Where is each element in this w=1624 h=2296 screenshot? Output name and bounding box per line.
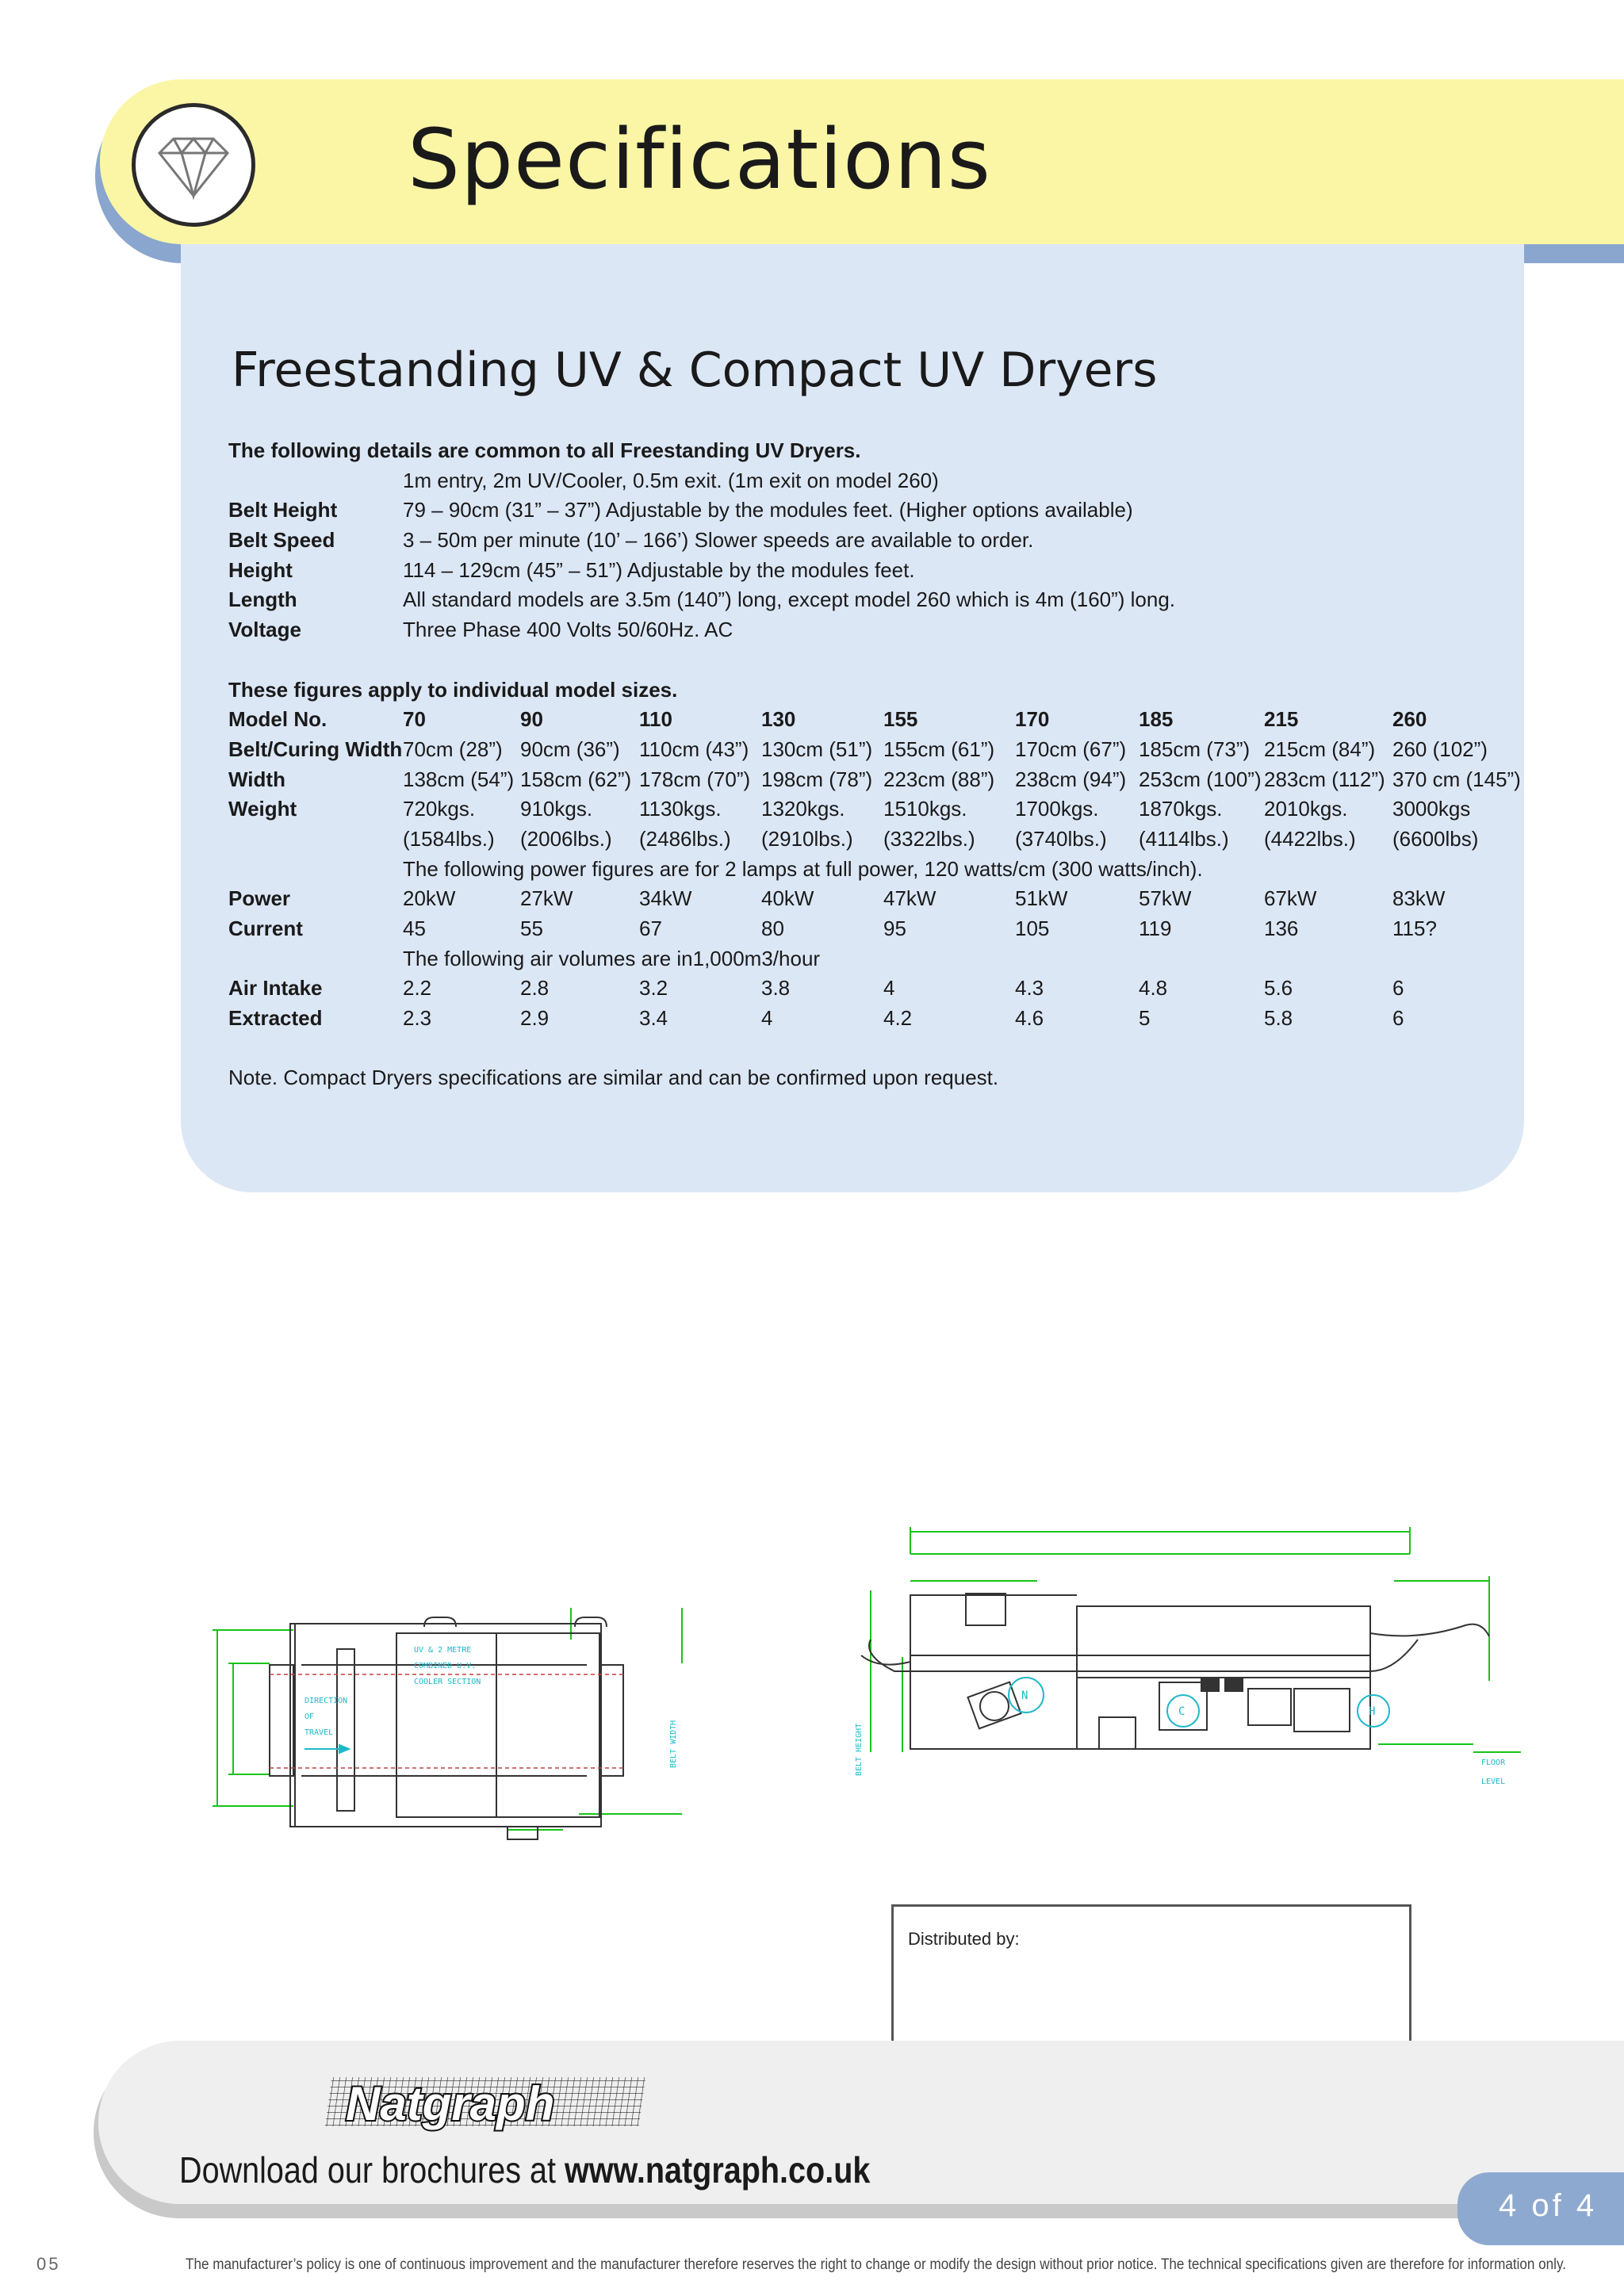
model-cell-weight-kg: 1870kgs. — [1139, 797, 1223, 821]
model-cell-width: 370 cm (145”) — [1392, 767, 1521, 791]
side-label-floor: FLOOR — [1481, 1758, 1506, 1767]
model-cell-power: 20kW — [403, 886, 456, 911]
model-cell-model-numbers: 170 — [1015, 707, 1050, 732]
model-cell-weight-lbs: (4422lbs.) — [1264, 826, 1356, 851]
model-cell-weight-kg: 910kgs. — [520, 797, 593, 821]
model-cell-extracted: 4.2 — [883, 1006, 913, 1031]
model-row-width: Width 138cm (54”) 158cm (62”) 178cm (70”) 198cm (78”) 223cm (88”) 238cm (94”) 253cm (100”) 283cm (112”) 370 cm (145”) — [228, 765, 998, 795]
model-cell-belt: 130cm (51”) — [761, 737, 873, 761]
model-cell-air: 4 — [883, 976, 895, 1001]
plan-view-drawing — [206, 1592, 714, 1854]
model-cell-model-numbers: 70 — [403, 707, 426, 732]
model-cell-current: 119 — [1139, 916, 1172, 940]
plan-label-cooler: COOLER SECTION — [414, 1678, 481, 1686]
model-cell-width: 283cm (112”) — [1264, 767, 1385, 791]
distributed-label: Distributed by: — [908, 1929, 1020, 1949]
model-cell-belt: 260 (102”) — [1392, 737, 1488, 761]
entry-note: 1m entry, 2m UV/Cooler, 0.5m exit. (1m exit on model 260) — [403, 468, 939, 492]
model-cell-belt: 70cm (28”) — [403, 737, 503, 761]
model-cell-air: 6 — [1392, 976, 1404, 1001]
spec-row-length: Length All standard models are 3.5m (140”) long, except model 260 which is 4m (160”) long. — [228, 587, 1176, 612]
model-cell-width: 138cm (54”) — [403, 767, 515, 791]
model-cell-current: 80 — [761, 916, 784, 940]
model-cell-current: 105 — [1015, 916, 1050, 940]
model-cell-model-numbers: 110 — [639, 707, 672, 732]
plan-label-direction: DIRECTION — [304, 1697, 348, 1705]
logo-badge — [132, 103, 255, 227]
side-label-n: N — [1021, 1689, 1028, 1702]
model-cell-current: 95 — [883, 916, 906, 940]
model-row-weight: Weight 720kgs. 910kgs. 1130kgs. 1320kgs. 1510kgs. 1700kgs. 1870kgs. 2010kgs. 3000kgs — [228, 794, 998, 825]
brochure-link[interactable]: www.natgraph.co.uk — [564, 2149, 871, 2191]
model-cell-extracted: 2.9 — [520, 1006, 550, 1031]
model-cell-weight-lbs: (2910lbs.) — [761, 826, 853, 851]
natgraph-logo — [322, 2068, 655, 2136]
model-row-weight-lbs — [228, 825, 1479, 855]
model-row-belt: Belt/Curing Width 70cm (28”) 90cm (36”) 110cm (43”) 130cm (51”) 155cm (61”) 170cm (67”) 185cm (73”) 215cm (84”) 260 (102”) — [228, 735, 998, 765]
model-cell-extracted: 4 — [761, 1006, 773, 1031]
model-cell-width: 178cm (70”) — [639, 767, 751, 791]
model-cell-width: 253cm (100”) — [1139, 767, 1262, 791]
model-cell-current: 55 — [520, 916, 543, 940]
model-cell-belt: 110cm (43”) — [639, 737, 749, 761]
model-cell-weight-kg: 2010kgs. — [1264, 797, 1348, 821]
model-cell-weight-kg: 720kgs. — [403, 797, 476, 821]
model-cell-power: 40kW — [761, 886, 814, 911]
power-note: The following power figures are for 2 lamps at full power, 120 watts/cm (300 watts/inch). — [403, 856, 1203, 881]
spec-row-belt-height: Belt Height 79 – 90cm (31” – 37”) Adjustable by the modules feet. (Higher options available) — [228, 498, 1133, 522]
models-intro: These figures apply to individual model sizes. — [228, 677, 678, 702]
model-cell-model-numbers: 260 — [1392, 707, 1427, 732]
model-cell-belt: 185cm (73”) — [1139, 737, 1251, 761]
plan-label-belt-width: BELT WIDTH — [669, 1720, 678, 1768]
model-cell-air: 3.2 — [639, 976, 668, 1001]
model-cell-current: 115? — [1392, 916, 1437, 940]
model-cell-air: 4.3 — [1015, 976, 1044, 1001]
model-cell-width: 158cm (62”) — [520, 767, 632, 791]
model-cell-current: 136 — [1264, 916, 1299, 940]
spec-text-block — [228, 436, 1521, 1093]
model-cell-belt: 215cm (84”) — [1264, 737, 1376, 761]
model-cell-power: 51kW — [1015, 886, 1068, 911]
model-row-header: Model No. 70 90 110 130 155 170 185 215 260 — [228, 705, 998, 735]
model-cell-extracted: 5.8 — [1264, 1006, 1293, 1031]
page-number: 05 — [36, 2254, 61, 2274]
model-cell-model-numbers: 215 — [1264, 707, 1299, 732]
air-note: The following air volumes are in1,000m3/hour — [403, 946, 821, 970]
model-cell-weight-lbs: (6600lbs) — [1392, 826, 1479, 851]
plan-label-travel: TRAVEL — [304, 1728, 334, 1737]
compact-note: Note. Compact Dryers specifications are similar and can be confirmed upon request. — [228, 1066, 999, 1090]
plan-label-of: OF — [304, 1712, 315, 1721]
model-cell-power: 57kW — [1139, 886, 1192, 911]
model-cell-power: 47kW — [883, 886, 936, 911]
model-cell-air: 4.8 — [1139, 976, 1168, 1001]
model-row-extracted: Extracted 2.3 2.9 3.4 4 4.2 4.6 5 5.8 6 — [228, 1004, 998, 1034]
page-title: Specifications — [408, 111, 991, 208]
model-cell-air: 2.2 — [403, 976, 432, 1001]
model-cell-weight-lbs: (1584lbs.) — [403, 826, 495, 851]
model-cell-weight-lbs: (3740lbs.) — [1015, 826, 1107, 851]
spec-row-height: Height 114 – 129cm (45” – 51”) Adjustable by the modules feet. — [228, 557, 915, 582]
model-cell-extracted: 2.3 — [403, 1006, 432, 1031]
model-cell-model-numbers: 185 — [1139, 707, 1174, 732]
model-cell-power: 67kW — [1264, 886, 1317, 911]
model-cell-air: 2.8 — [520, 976, 550, 1001]
model-row-current: Current 45 55 67 80 95 105 119 136 115? — [228, 914, 998, 944]
side-label-c: C — [1178, 1705, 1185, 1718]
model-cell-extracted: 6 — [1392, 1006, 1404, 1031]
model-cell-current: 67 — [639, 916, 662, 940]
diamond-icon — [136, 107, 251, 223]
section-title: Freestanding UV & Compact UV Dryers — [232, 342, 1158, 398]
common-intro: The following details are common to all Freestanding UV Dryers. — [228, 438, 861, 462]
download-line: Download our brochures at www.natgraph.co.uk — [179, 2149, 871, 2191]
model-cell-weight-kg: 1700kgs. — [1015, 797, 1099, 821]
model-cell-weight-kg: 1130kgs. — [639, 797, 722, 821]
model-cell-power: 83kW — [1392, 886, 1446, 911]
model-cell-model-numbers: 90 — [520, 707, 543, 732]
model-cell-model-numbers: 155 — [883, 707, 918, 732]
model-cell-belt: 170cm (67”) — [1015, 737, 1127, 761]
model-row-air-intake: Air Intake 2.2 2.8 3.2 3.8 4 4.3 4.8 5.6 6 — [228, 974, 998, 1004]
model-cell-weight-lbs: (2006lbs.) — [520, 826, 612, 851]
spec-row-belt-speed: Belt Speed 3 – 50m per minute (10’ – 166’) Slower speeds are available to order. — [228, 528, 1034, 553]
disclaimer: The manufacturer’s policy is one of continuous improvement and the manufacturer therefore reserves the right to change or modify the design without prior notice. The technical specifications given are therefore for information only. — [186, 2256, 1567, 2273]
model-cell-air: 3.8 — [761, 976, 791, 1001]
model-cell-belt: 90cm (36”) — [520, 737, 620, 761]
side-label-belt-height: BELT HEIGHT — [855, 1723, 864, 1776]
model-cell-weight-lbs: (4114lbs.) — [1139, 826, 1229, 851]
model-cell-air: 5.6 — [1264, 976, 1293, 1001]
side-label-h: H — [1369, 1705, 1376, 1718]
page-badge: 4 of 4 — [1457, 2172, 1624, 2245]
model-cell-model-numbers: 130 — [761, 707, 796, 732]
model-row-power: Power 20kW 27kW 34kW 40kW 47kW 51kW 57kW 67kW 83kW — [228, 884, 998, 914]
model-cell-weight-kg: 3000kgs — [1392, 797, 1471, 821]
side-elevation-drawing — [776, 1514, 1521, 1800]
model-cell-width: 223cm (88”) — [883, 767, 995, 791]
model-cell-power: 27kW — [520, 886, 573, 911]
spec-row-voltage: Voltage Three Phase 400 Volts 50/60Hz. AC — [228, 618, 733, 642]
model-cell-extracted: 5 — [1139, 1006, 1151, 1031]
plan-label-uv: UV & 2 METRE — [414, 1646, 472, 1655]
model-cell-belt: 155cm (61”) — [883, 737, 995, 761]
plan-label-combined: COMBINED U.V. — [414, 1662, 477, 1670]
side-label-level: LEVEL — [1481, 1777, 1506, 1786]
model-cell-power: 34kW — [639, 886, 692, 911]
model-cell-width: 198cm (78”) — [761, 767, 873, 791]
model-cell-weight-lbs: (3322lbs.) — [883, 826, 975, 851]
model-cell-current: 45 — [403, 916, 426, 940]
model-cell-width: 238cm (94”) — [1015, 767, 1127, 791]
model-cell-extracted: 3.4 — [639, 1006, 668, 1031]
model-cell-weight-kg: 1320kgs. — [761, 797, 845, 821]
natgraph-wordmark: Natgraph — [346, 2077, 555, 2130]
model-cell-weight-lbs: (2486lbs.) — [639, 826, 731, 851]
model-cell-extracted: 4.6 — [1015, 1006, 1044, 1031]
model-cell-weight-kg: 1510kgs. — [883, 797, 967, 821]
